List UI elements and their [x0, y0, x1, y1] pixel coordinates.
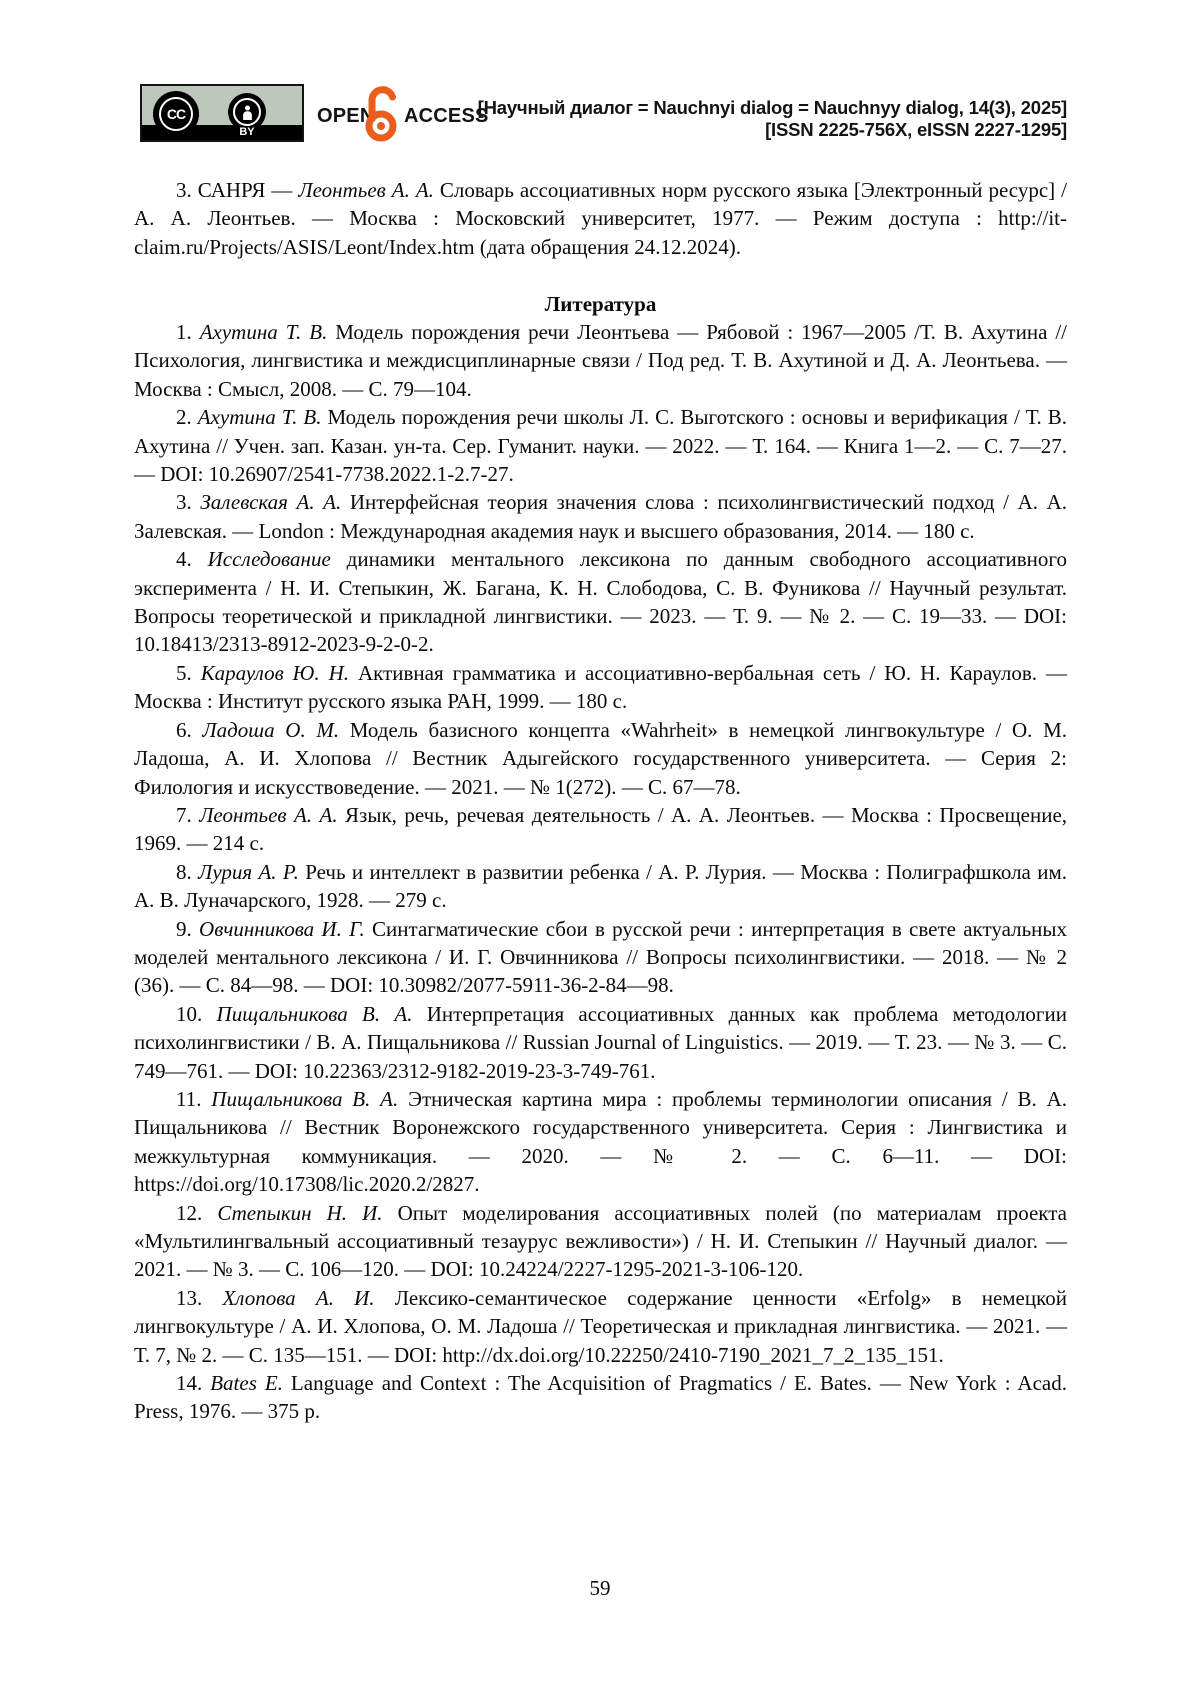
- reference-text: 12.: [176, 1200, 218, 1225]
- reference-item: [134, 858, 1067, 915]
- reference-author: Ладоша О. М.: [202, 717, 340, 742]
- reference-item: [134, 403, 1067, 488]
- journal-issn-line: [ISSN 2225-756X, eISSN 2227-1295]: [765, 118, 1067, 140]
- reference-text: Интерфейсная теория значения слова : психолингвистический подход / А. А. Залевская. — London : Международная академия наук и высшего образования, 2014. — 180 с.: [134, 490, 1067, 543]
- reference-text: 4.: [176, 547, 208, 572]
- section-title: Литература: [544, 291, 657, 316]
- reference-text: Синтагматические сбои в русской речи : интерпретация в свете актуальных моделей ментального лексикона / И. Г. Овчинникова // Вопросы психолингвистики. — 2018. — № 2 (36). — С. 84—98. — DOI: 10.30982/2077-5911-36-2-84—98.: [134, 916, 1068, 998]
- journal-title-line: [Научный диалог = Nauchnyi dialog = Nauchnyy dialog, 14(3), 2025]: [477, 97, 1067, 118]
- reference-item: [134, 176, 1067, 261]
- reference-item: [134, 659, 1067, 716]
- reference-author: Исследование: [207, 547, 331, 572]
- journal-header: [478, 97, 1067, 140]
- reference-text: 9.: [176, 916, 200, 941]
- reference-author: Караулов Ю. Н.: [200, 660, 349, 685]
- reference-text: 8.: [176, 859, 199, 884]
- reference-author: Овчинникова И. Г.: [199, 916, 365, 941]
- reference-text: 14.: [176, 1371, 211, 1396]
- reference-text: Интерпретация ассоциативных данных как проблема методологии психолингвистики / В. А. Пищальникова // Russian Journal of Linguistics. — 2019. — Т. 23. — № 3. — С. 749—761. — DOI: 10.22363/2312-9182-2019-23-3-749-761.: [134, 1001, 1068, 1083]
- reference-text: 11.: [176, 1086, 212, 1111]
- reference-text: 6.: [176, 717, 203, 742]
- reference-author: Пищальникова В. А.: [211, 1086, 399, 1111]
- reference-author: Пищальникова В. А.: [216, 1001, 413, 1026]
- reference-text: Language and Context : The Acquisition of Pragmatics / E. Bates. — New York : Acad. Press, 1976. — 375 p.: [134, 1371, 1067, 1424]
- reference-text: Речь и интеллект в развитии ребенка / А. Р. Лурия. — Москва : Полиграфшкола им. А. В. Луначарского, 1928. — 279 с.: [134, 859, 1068, 913]
- reference-author: Залевская А. А.: [200, 490, 342, 515]
- cc-by-label: BY: [239, 126, 255, 138]
- reference-item: [134, 1199, 1067, 1284]
- reference-item: [134, 1000, 1067, 1085]
- cc-icon-label: CC: [159, 97, 193, 131]
- reference-text: 1.: [176, 320, 200, 345]
- reference-text: Словарь ассоциативных норм русского языка [Электронный ресурс] / А. А. Леонтьев. — Москва : Московский университет, 1977. — Режим доступа : http://it-claim.ru/Projects/ASIS/Leont/Index.htm (дата обращения 24.12.2024).: [134, 178, 1067, 259]
- page-number: 59: [589, 1576, 611, 1600]
- reference-text: 5.: [176, 660, 201, 685]
- open-access-word-open: OPEN: [317, 105, 375, 127]
- reference-item: [134, 545, 1067, 659]
- reference-text: 10.: [176, 1001, 217, 1026]
- reference-text: Этническая картина мира : проблемы терминологии описания / В. А. Пищальникова // Вестник Воронежского государственного университета. Серия : Лингвистика и межкультурная коммуникация. — 2020. — № 2. — С. 6—11. — DOI: https://doi.org/10.17308/lic.2020.2/2827.: [134, 1086, 1067, 1197]
- reference-item: [134, 1085, 1067, 1199]
- references-text: [134, 176, 1067, 1426]
- reference-item: [134, 1284, 1067, 1369]
- open-lock-icon: [364, 85, 400, 148]
- reference-item: [134, 716, 1067, 801]
- reference-author: Степыкин Н. И.: [217, 1200, 383, 1225]
- reference-author: Леонтьев А. А.: [298, 178, 434, 202]
- reference-text: 2.: [176, 405, 198, 430]
- reference-item: [134, 488, 1067, 545]
- person-icon-glyph: [233, 98, 261, 126]
- reference-text: Опыт моделирования ассоциативных полей (по материалам проекта «Мультилингвальный ассоциативный тезаурус вежливости») / Н. И. Степыкин // Научный диалог. — 2021. — № 3. — С. 106—120. — DOI: 10.24224/2227-1295-2021-3-106-120.: [134, 1200, 1067, 1282]
- cc-by-license-badge: [140, 84, 304, 142]
- reference-item: [134, 318, 1067, 403]
- reference-text: 13.: [176, 1285, 223, 1310]
- reference-author: Лурия А. Р.: [198, 859, 299, 884]
- open-access-word-access: ACCESS: [404, 105, 489, 127]
- cc-icon: [153, 91, 199, 137]
- reference-text: Модель базисного концепта «Wahrheit» в немецкой лингвокультуре / О. М. Ладоша, А. И. Хлопова // Вестник Адыгейского государственного университета. — Серия 2: Филология и искусствоведение. — 2021. — № 1(272). — С. 67—78.: [134, 717, 1068, 799]
- reference-text: Модель порождения речи школы Л. С. Выготского : основы и верификация / Т. В. Ахутина // Учен. зап. Казан. ун-та. Сер. Гуманит. науки. — 2022. — Т. 164. — Книга 1—2. — С. 7—27. — DOI: 10.26907/2541-7738.2022.1-2.7-27.: [134, 405, 1068, 487]
- reference-text: 3. САНРЯ —: [176, 178, 299, 202]
- reference-author: Ахутина Т. В.: [197, 405, 322, 430]
- reference-text: Язык, речь, речевая деятельность / А. А. Леонтьев. — Москва : Просвещение, 1969. — 214 с.: [134, 802, 1068, 856]
- reference-text: динамики ментального лексикона по данным свободного ассоциативного эксперимента / Н. И. Степыкин, Ж. Багана, К. Н. Слободова, С. В. Фуникова // Научный результат. Вопросы теоретической и прикладной лингвистики. — 2023. — Т. 9. — № 2. — С. 19—33. — DOI: 10.18413/2313-8912-2023-9-2-0-2.: [134, 547, 1067, 657]
- reference-author: Хлопова А. И.: [222, 1285, 375, 1310]
- reference-author: Ахутина Т. В.: [199, 320, 328, 345]
- reference-text: 3.: [176, 490, 201, 515]
- reference-text: Лексико-семантическое содержание ценности «Erfolg» в немецкой лингвокультуре / А. И. Хлопова, О. М. Ладоша // Теоретическая и прикладная лингвистика. — 2021. — Т. 7, № 2. — С. 135—151. — DOI: http://dx.doi.org/10.22250/2410-7190_2021_7_2_135_151.: [134, 1285, 1067, 1367]
- reference-item: [134, 1369, 1067, 1426]
- reference-text: 7.: [176, 802, 200, 827]
- reference-text: Активная грамматика и ассоциативно-вербальная сеть / Ю. Н. Караулов. — Москва : Институт русского языка РАН, 1999. — 180 с.: [134, 660, 1067, 714]
- reference-item: [134, 915, 1067, 1000]
- reference-author: Bates E.: [210, 1371, 283, 1396]
- reference-author: Леонтьев А. А.: [199, 802, 338, 827]
- references-list: [134, 318, 1067, 1426]
- reference-item: [134, 801, 1067, 858]
- reference-text: Модель порождения речи Леонтьева — Рябовой : 1967—2005 /Т. В. Ахутина // Психология, лингвистика и междисциплинарные связи / Под ред. Т. В. Ахутиной и Д. А. Леонтьева. — Москва : Смысл, 2008. — С. 79—104.: [134, 320, 1067, 401]
